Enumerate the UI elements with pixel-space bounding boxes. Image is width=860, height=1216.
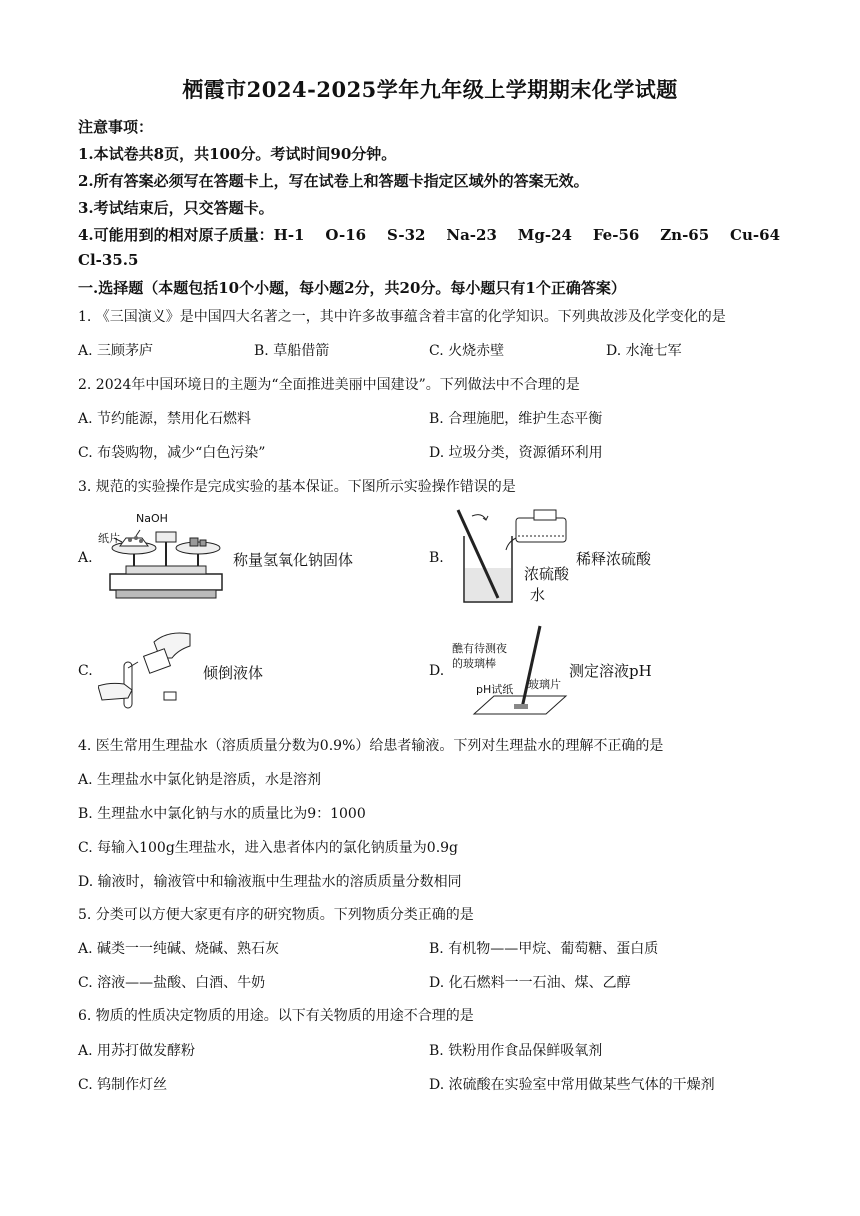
label-naoh: NaOH [136,512,168,525]
q3-option-d-caption: 测定溶液pH [569,662,652,680]
label-rod-1: 醮有待测夜 [452,642,507,655]
question-4-stem: 4. 医生常用生理盐水（溶质质量分数为0.9%）给患者输液。下列对生理盐水的理解不正确的是 [78,738,664,754]
q6-option-d: D. 浓硫酸在实验室中常用做某些气体的干燥剂 [429,1077,715,1093]
note-1: 1.本试卷共8页，共100分。考试时间90分钟。 [78,145,397,163]
q1-option-a: A. 三顾茅庐 [78,343,154,359]
q4-option-a: A. 生理盐水中氯化钠是溶质，水是溶剂 [78,772,322,788]
question-2-stem: 2. 2024年中国环境日的主题为“全面推进美丽中国建设”。下列做法中不合理的是 [78,377,580,393]
q6-option-c: C. 钨制作灯丝 [78,1077,168,1093]
q3-option-a-letter: A. [78,550,93,566]
note-4-continued: Cl-35.5 [78,251,139,269]
notes-heading: 注意事项： [78,118,154,136]
q5-option-c: C. 溶液——盐酸、白酒、牛奶 [78,975,266,991]
q3-option-a-caption: 称量氢氧化钠固体 [233,551,354,569]
q3-option-b-caption: 稀释浓硫酸 [576,550,652,568]
q3-option-c-caption: 倾倒液体 [203,664,264,682]
q3-option-c-letter: C. [78,663,93,679]
label-acid: 浓硫酸 [524,565,570,583]
q2-option-b: B. 合理施肥，维护生态平衡 [429,411,603,427]
q2-option-c: C. 布袋购物，减少“白色污染” [78,445,266,461]
dilution-figure [452,506,572,608]
section-heading: 一.选择题（本题包括10个小题，每小题2分，共20分。每小题只有1个正确答案） [78,279,626,297]
q1-option-b: B. 草船借箭 [254,343,330,359]
q5-option-d: D. 化石燃料一一石油、煤、乙醇 [429,975,631,991]
note-3: 3.考试结束后，只交答题卡。 [78,199,274,217]
question-1-stem: 1. 《三国演义》是中国四大名著之一，其中许多故事蕴含着丰富的化学知识。下列典故涉及化学变化的是 [78,309,726,325]
note-4: 4.可能用到的相对原子质量：H-1 O-16 S-32 Na-23 Mg-24 Fe-56 Zn-65 Cu-64 [78,226,781,244]
label-paper: 纸片 [98,532,120,545]
q3-option-b-letter: B. [429,550,444,566]
q5-option-a: A. 碱类一一纯碱、烧碱、熟石灰 [78,941,280,957]
q6-option-b: B. 铁粉用作食品保鲜吸氧剂 [429,1043,603,1059]
note-2: 2.所有答案必须写在答题卡上，写在试卷上和答题卡指定区域外的答案无效。 [78,172,589,190]
label-glass: 玻璃片 [528,678,561,691]
pouring-figure [98,628,198,714]
q1-option-c: C. 火烧赤壁 [429,343,505,359]
q4-option-c: C. 每输入100g生理盐水，进入患者体内的氯化钠质量为0.9g [78,840,459,856]
q4-option-b: B. 生理盐水中氯化钠与水的质量比为9：1000 [78,806,366,822]
q6-option-a: A. 用苏打做发酵粉 [78,1043,196,1059]
q3-option-d-letter: D. [429,663,445,679]
q5-option-b: B. 有机物——甲烷、葡萄糖、蛋白质 [429,941,659,957]
page-title: 栖霞市2024-2025学年九年级上学期期末化学试题 [182,77,678,102]
question-6-stem: 6. 物质的性质决定物质的用途。以下有关物质的用途不合理的是 [78,1008,474,1024]
q4-option-d: D. 输液时，输液管中和输液瓶中生理盐水的溶质质量分数相同 [78,874,462,890]
q1-option-d: D. 水淹七军 [606,343,682,359]
q2-option-d: D. 垃圾分类，资源循环利用 [429,445,603,461]
question-5-stem: 5. 分类可以方便大家更有序的研究物质。下列物质分类正确的是 [78,907,474,923]
q2-option-a: A. 节约能源，禁用化石燃料 [78,411,252,427]
label-ph-paper: pH试纸 [476,683,514,696]
label-water: 水 [530,586,546,604]
question-3-stem: 3. 规范的实验操作是完成实验的基本保证。下图所示实验操作错误的是 [78,479,516,495]
label-rod-2: 的玻璃棒 [452,657,496,670]
